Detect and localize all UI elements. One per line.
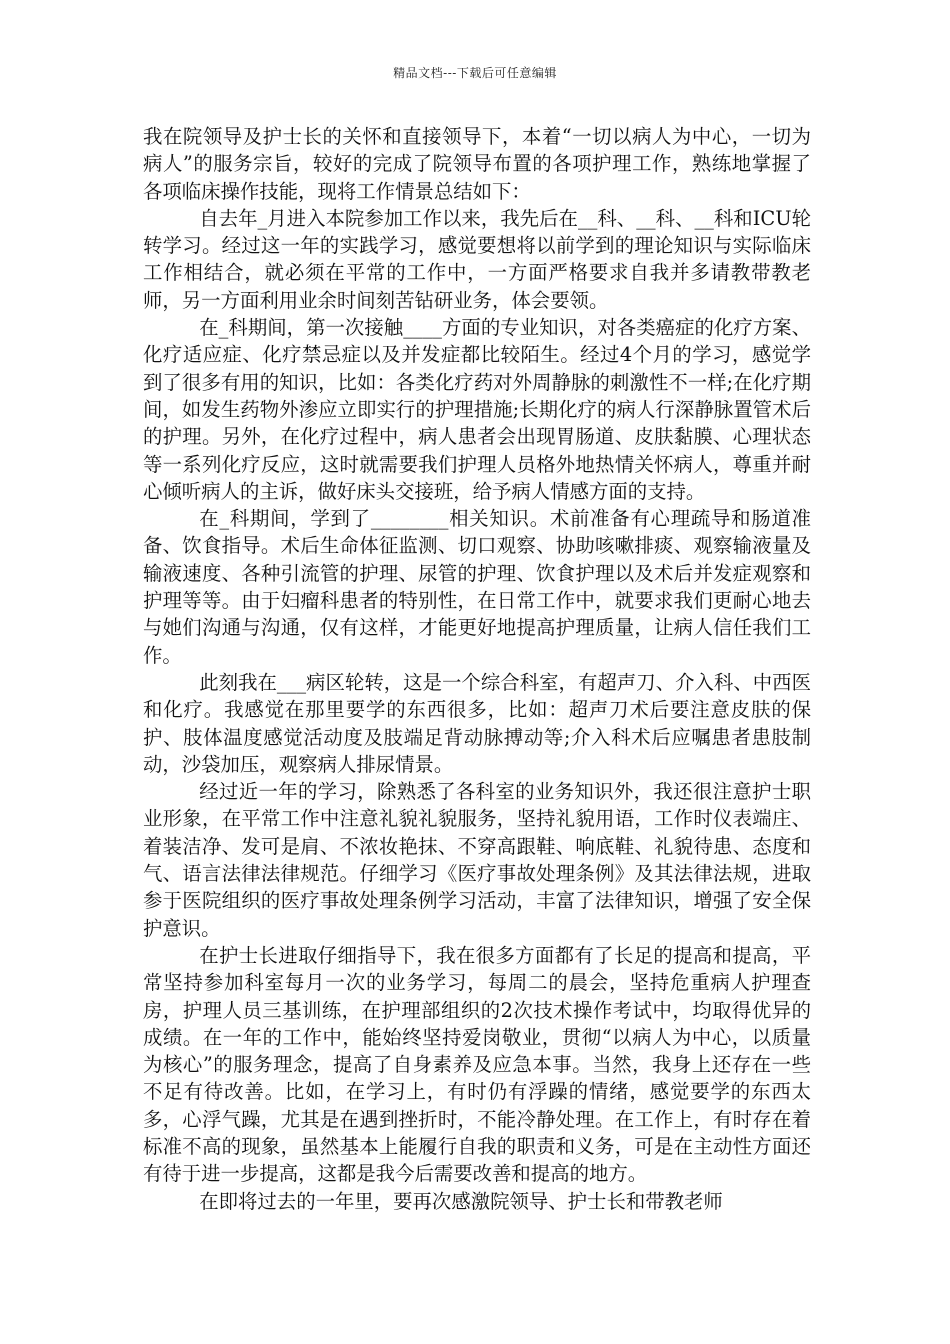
document-body — [143, 123, 811, 1215]
paragraph-rotation: 自去年_月进入本院参加工作以来，我先后在__科、__科、__科和ICU轮转学习。经过这一年的实践学习，感觉要想将以前学到的理论知识与实际临床工作相结合，就必须在平常的工作中，一方面严格要求自我并多请教带教老师，另一方面利用业余时间刻苦钻研业务，体会要领。 — [143, 206, 811, 312]
paragraph-intro: 我在院领导及护士长的关怀和直接领导下，本着“一切以病人为中心，一切为病人”的服务宗旨，较好的完成了院领导布置的各项护理工作，熟练地掌握了各项临床操作技能，现将工作情景总结如下： — [143, 125, 811, 203]
page-header: 精品文档---下载后可任意编辑 — [393, 66, 557, 80]
paragraph-current-ward: 此刻我在___病区轮转，这是一个综合科室，有超声刀、介入科、中西医和化疗。我感觉在那里要学的东西很多，比如：超声刀术后要注意皮肤的保护、肢体温度感觉活动度及肢端足背动脉搏动等;介入科术后应嘱患者患肢制动，沙袋加压，观察病人排尿情景。 — [143, 670, 811, 776]
paragraph-thanks: 在即将过去的一年里，要再次感激院领导、护士长和带教老师 — [199, 1189, 723, 1213]
paragraph-oncology: 在_科期间，第一次接触____方面的专业知识，对各类癌症的化疗方案、化疗适应症、化疗禁忌症以及并发症都比较陌生。经过4个月的学习，感觉学到了很多有用的知识，比如：各类化疗药对外周静脉的刺激性不一样;在化疗期间，如发生药物外渗应立即实行的护理措施;长期化疗的病人行深静脉置管术后的护理。另外，在化疗过程中，病人患者会出现胃肠道、皮肤黏膜、心理状态等一系列化疗反应，这时就需要我们护理人员格外地热情关怀病人，尊重并耐心倾听病人的主诉，做好床头交接班，给予病人情感方面的支持。 — [143, 316, 811, 503]
paragraph-surgery: 在_科期间，学到了________相关知识。术前准备有心理疏导和肠道准备、饮食指导。术后生命体征监测、切口观察、协助咳嗽排痰、观察输液量及输液速度、各种引流管的护理、尿管的护理、饮食护理以及术后并发症观察和护理等等。由于妇瘤科患者的特别性，在日常工作中，就要求我们更耐心地去与她们沟通与沟通，仅有这样，才能更好地提高护理质量，让病人信任我们工作。 — [143, 507, 811, 667]
paragraph-professional-image: 经过近一年的学习，除熟悉了各科室的业务知识外，我还很注意护士职业形象，在平常工作中注意礼貌礼貌服务，坚持礼貌用语，工作时仪表端庄、着装洁净、发可是肩、不浓妆艳抹、不穿高跟鞋、响底鞋、礼貌待患、态度和气、语言法律法律规范。仔细学习《医疗事故处理条例》及其法律法规，进取参于医院组织的医疗事故处理条例学习活动，丰富了法律知识，增强了安全保护意识。 — [143, 780, 811, 940]
paragraph-improvement: 在护士长进取仔细指导下，我在很多方面都有了长足的提高和提高，平常坚持参加科室每月一次的业务学习，每周二的晨会，坚持危重病人护理查房，护理人员三基训练，在护理部组织的2次技术操作考试中，均取得优异的成绩。在一年的工作中，能始终坚持爱岗敬业，贯彻“以病人为中心，以质量为核心”的服务理念，提高了自身素养及应急本事。当然，我身上还存在一些不足有待改善。比如，在学习上，有时仍有浮躁的情绪，感觉要学的东西太多，心浮气躁，尤其是在遇到挫折时，不能冷静处理。在工作上，有时存在着标准不高的现象，虽然基本上能履行自我的职责和义务，可是在主动性方面还有待于进一步提高，这都是我今后需要改善和提高的地方。 — [143, 943, 811, 1186]
